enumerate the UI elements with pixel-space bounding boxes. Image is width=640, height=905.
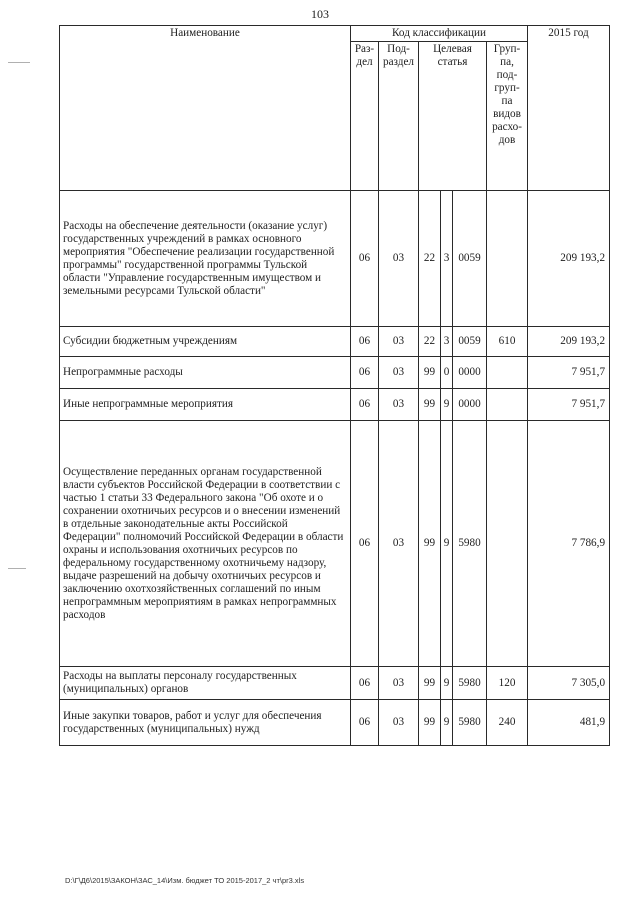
row-target-subprogram: 9	[441, 667, 453, 700]
header-year: 2015 год	[528, 26, 610, 191]
row-name: Осуществление переданных органам государственной власти субъектов Российской Федерации в соответствии с частью 1 статьи 33 Федерального закона "Об охоте и о сохранении охотничьих ресурсов и о внесении изменений в отдельные законодательные акты Российской Федерации" полномочий Российской Федерации в области охраны и использования охотничьих ресурсов по федеральному государственному охотничьему надзору, выдаче разрешений на добычу охотничьих ресурсов и заключению охотхозяйственных соглашений по иным непрограммным мероприятиям в рамках непрограммных расходов	[60, 421, 351, 667]
row-expense-group: 610	[487, 327, 528, 357]
row-target-direction: 0000	[453, 389, 487, 421]
row-target-subprogram: 3	[441, 327, 453, 357]
row-expense-group: 120	[487, 667, 528, 700]
row-razdel: 06	[351, 191, 379, 327]
row-target-subprogram: 3	[441, 191, 453, 327]
row-target-program: 99	[419, 389, 441, 421]
row-expense-group	[487, 191, 528, 327]
row-target-subprogram: 0	[441, 357, 453, 389]
margin-mark	[8, 568, 26, 569]
row-name: Иные непрограммные мероприятия	[60, 389, 351, 421]
row-target-program: 22	[419, 327, 441, 357]
row-target-direction: 5980	[453, 421, 487, 667]
row-name: Иные закупки товаров, работ и услуг для обеспечения государственных (муниципальных) нужд	[60, 700, 351, 746]
header-target-article: Целевая статья	[419, 42, 487, 191]
row-target-direction: 0059	[453, 327, 487, 357]
row-razdel: 06	[351, 357, 379, 389]
row-amount: 7 951,7	[528, 357, 610, 389]
row-target-direction: 0059	[453, 191, 487, 327]
row-name: Расходы на обеспечение деятельности (оказание услуг) государственных учреждений в рамках основного мероприятия "Обеспечение реализации государственной программы" государственной программы Тульской области "Управление государственным имуществом и земельными ресурсами Тульской области"	[60, 191, 351, 327]
row-razdel: 06	[351, 667, 379, 700]
row-name: Расходы на выплаты персоналу государственных (муниципальных) органов	[60, 667, 351, 700]
row-podrazdel: 03	[379, 389, 419, 421]
row-target-program: 22	[419, 191, 441, 327]
table-row	[60, 191, 610, 327]
budget-table	[59, 25, 610, 746]
row-razdel: 06	[351, 389, 379, 421]
row-podrazdel: 03	[379, 327, 419, 357]
header-podrazdel: Под-раздел	[379, 42, 419, 191]
table-row	[60, 357, 610, 389]
row-expense-group: 240	[487, 700, 528, 746]
row-target-subprogram: 9	[441, 700, 453, 746]
table-row	[60, 389, 610, 421]
row-amount: 209 193,2	[528, 327, 610, 357]
table-row	[60, 700, 610, 746]
row-podrazdel: 03	[379, 667, 419, 700]
row-podrazdel: 03	[379, 421, 419, 667]
row-amount: 7 305,0	[528, 667, 610, 700]
row-target-subprogram: 9	[441, 389, 453, 421]
table-row	[60, 667, 610, 700]
row-podrazdel: 03	[379, 191, 419, 327]
row-expense-group	[487, 389, 528, 421]
row-target-program: 99	[419, 357, 441, 389]
row-razdel: 06	[351, 700, 379, 746]
row-amount: 481,9	[528, 700, 610, 746]
header-razdel: Раз-дел	[351, 42, 379, 191]
header-classification: Код классификации	[351, 26, 528, 42]
table-row	[60, 327, 610, 357]
margin-mark	[8, 62, 30, 63]
row-target-direction: 5980	[453, 700, 487, 746]
row-target-direction: 0000	[453, 357, 487, 389]
row-target-program: 99	[419, 667, 441, 700]
row-target-program: 99	[419, 421, 441, 667]
row-expense-group	[487, 421, 528, 667]
row-amount: 7 951,7	[528, 389, 610, 421]
row-name: Непрограммные расходы	[60, 357, 351, 389]
row-razdel: 06	[351, 327, 379, 357]
row-amount: 7 786,9	[528, 421, 610, 667]
header-name: Наименование	[60, 26, 351, 191]
table-body	[60, 191, 610, 746]
page-number: 103	[311, 7, 329, 21]
row-podrazdel: 03	[379, 700, 419, 746]
row-target-subprogram: 9	[441, 421, 453, 667]
table-row	[60, 421, 610, 667]
header-expense-group: Груп-па, под-груп-па видов расхо-дов	[487, 42, 528, 191]
row-target-direction: 5980	[453, 667, 487, 700]
row-razdel: 06	[351, 421, 379, 667]
row-target-program: 99	[419, 700, 441, 746]
row-expense-group	[487, 357, 528, 389]
row-podrazdel: 03	[379, 357, 419, 389]
row-amount: 209 193,2	[528, 191, 610, 327]
file-path-footer: D:\Г\Д6\2015\ЗАКОН\ЗАС_14\Изм. бюджет ТО 2015-2017_2 чт\pr3.xls	[65, 876, 305, 885]
row-name: Субсидии бюджетным учреждениям	[60, 327, 351, 357]
